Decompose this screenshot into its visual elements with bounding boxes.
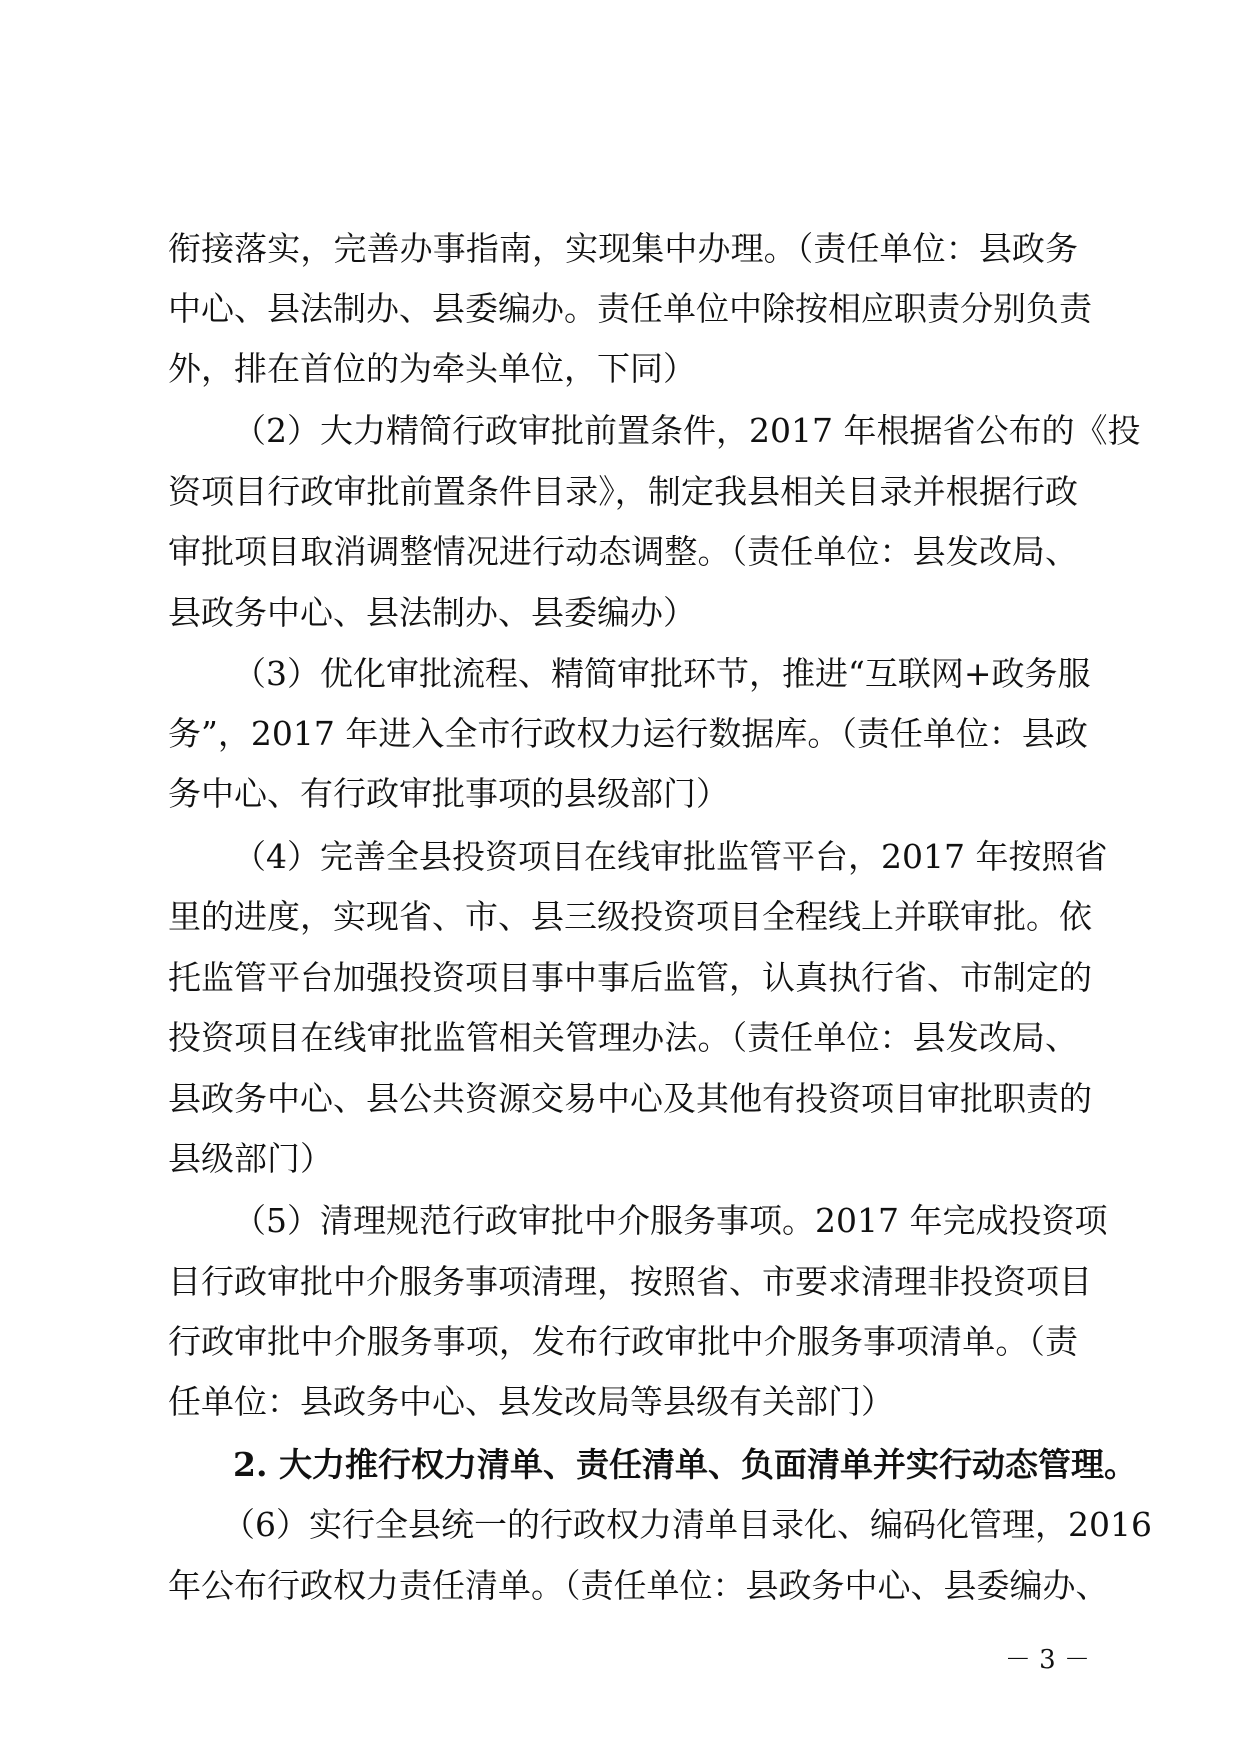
text-line: （3）优化审批流程、精简审批环节，推进“互联网+政务服 xyxy=(233,654,1091,693)
text-line: 审批项目取消调整情况进行动态调整。（责任单位：县发改局、 xyxy=(168,532,1078,571)
text-line: 投资项目在线审批监管相关管理办法。（责任单位：县发改局、 xyxy=(168,1018,1078,1057)
text-line: 外，排在首位的为牵头单位，下同） xyxy=(168,349,696,388)
text-line: 县政务中心、县公共资源交易中心及其他有投资项目审批职责的 xyxy=(168,1079,1092,1118)
section-heading: 2. 大力推行权力清单、责任清单、负面清单并实行动态管理。 xyxy=(233,1445,1137,1484)
text-line: 务”，2017 年进入全市行政权力运行数据库。（责任单位：县政 xyxy=(168,714,1088,753)
text-line: 里的进度，实现省、市、县三级投资项目全程线上并联审批。依 xyxy=(168,897,1092,936)
text-line: 中心、县法制办、县委编办。责任单位中除按相应职责分别负责 xyxy=(168,289,1092,328)
text-line: 年公布行政权力责任清单。（责任单位：县政务中心、县委编办、 xyxy=(168,1566,1109,1605)
text-line: 务中心、有行政审批事项的县级部门） xyxy=(168,774,729,813)
text-line: 行政审批中介服务事项，发布行政审批中介服务事项清单。（责 xyxy=(168,1322,1078,1361)
text-line: 衔接落实，完善办事指南，实现集中办理。（责任单位：县政务 xyxy=(168,229,1078,268)
text-line: 目行政审批中介服务事项清理，按照省、市要求清理非投资项目 xyxy=(168,1262,1092,1301)
text-line: 县政务中心、县法制办、县委编办） xyxy=(168,593,696,632)
text-line: （2）大力精简行政审批前置条件，2017 年根据省公布的《投 xyxy=(233,411,1141,450)
text-line: 任单位：县政务中心、县发改局等县级有关部门） xyxy=(168,1382,894,1421)
text-line: 县级部门） xyxy=(168,1139,333,1178)
text-line: 资项目行政审批前置条件目录》，制定我县相关目录并根据行政 xyxy=(168,472,1078,511)
text-line: （6）实行全县统一的行政权力清单目录化、编码化管理，2016 xyxy=(222,1505,1152,1544)
text-line: 托监管平台加强投资项目事中事后监管，认真执行省、市制定的 xyxy=(168,958,1092,997)
text-line: （5）清理规范行政审批中介服务事项。2017 年完成投资项 xyxy=(233,1201,1108,1240)
text-line: （4）完善全县投资项目在线审批监管平台，2017 年按照省 xyxy=(233,837,1108,876)
page-number: － 3 － xyxy=(1004,1645,1090,1675)
